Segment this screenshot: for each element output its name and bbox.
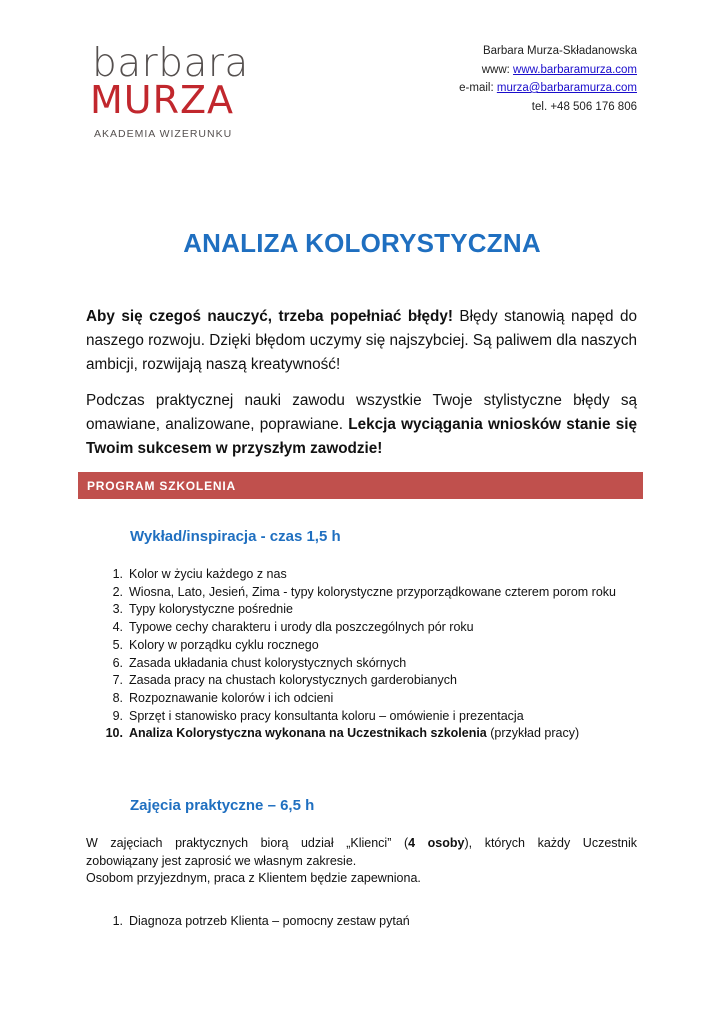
email-link[interactable]: murza@barbaramurza.com — [496, 82, 637, 94]
website-link[interactable]: www.barbaramurza.com — [513, 63, 637, 76]
list-item-text: (przykład pracy) — [486, 726, 580, 741]
contact-block — [459, 42, 637, 116]
list-item — [93, 619, 633, 637]
list-item-number: 1. — [112, 567, 123, 581]
intro-text-1: Błędy stanowią napęd do naszego rozwoju. Dzięki błędom uczymy się najszybciej. Są paliwem dla naszych ambicji, rozwijają naszą kreatywność! — [86, 308, 637, 373]
list-item-number: 9. — [112, 708, 123, 723]
list-item-number: 4. — [112, 620, 123, 635]
logo-murza: MURZA — [90, 78, 235, 122]
list-item — [93, 601, 633, 619]
list-item-text: Kolor w życiu każdego z nas — [129, 567, 287, 581]
logo-barbara: barbara — [92, 41, 249, 86]
list-item-number: 10. — [105, 726, 123, 741]
contact-phone: tel. +48 506 176 806 — [531, 100, 637, 113]
practice-line-1c: ), których każdy Uczestnik — [464, 836, 637, 850]
practice-line-3: Osobom przyjezdnym, praca z Klientem będzie zapewniona. — [86, 871, 421, 886]
email-label: e-mail: — [459, 82, 497, 94]
list-item — [93, 913, 633, 931]
list-item — [93, 584, 633, 602]
practice-line-2: zobowiązany jest zaprosić we własnym zakresie. — [86, 853, 357, 868]
program-banner-label: PROGRAM SZKOLENIA — [87, 479, 236, 493]
list-item-number: 2. — [112, 584, 123, 599]
list-item-text: Diagnoza potrzeb Klienta – pomocny zestaw pytań — [129, 914, 410, 928]
list-item-text: Zasada pracy na chustach kolorystycznych garderobianych — [129, 673, 457, 688]
section1-heading: Wykład/inspiracja - czas 1,5 h — [130, 528, 341, 545]
list-item-text: Typy kolorystyczne pośrednie — [129, 602, 293, 617]
www-label: www: — [481, 63, 514, 76]
list-item-text: Kolory w porządku cyklu rocznego — [129, 637, 319, 652]
contact-email-line — [459, 79, 637, 98]
practice-people-count: 4 osoby — [408, 836, 465, 850]
intro-bold-2: Lekcja wyciągania wniosków stanie się Twoim sukcesem w przyszłym zawodzie! — [86, 416, 637, 457]
practice-line-1 — [86, 835, 637, 853]
list-item — [93, 637, 633, 655]
list-item-number: 3. — [112, 602, 123, 617]
list-item — [93, 655, 633, 673]
list-item-number: 8. — [112, 690, 123, 705]
list-item-number: 6. — [112, 655, 123, 670]
lecture-topics-list — [93, 566, 633, 743]
practice-description — [86, 835, 637, 888]
logo-subtitle: AKADEMIA WIZERUNKU — [94, 128, 233, 140]
practice-line-1a: W zajęciach praktycznych biorą udział „Klienci” ( — [86, 836, 409, 850]
intro-paragraph-1 — [86, 305, 637, 377]
list-item — [93, 690, 633, 708]
list-item-text: Typowe cechy charakteru i urody dla poszczególnych pór roku — [129, 620, 474, 635]
section2-heading: Zajęcia praktyczne – 6,5 h — [130, 797, 315, 814]
page-title: ANALIZA KOLORYSTYCZNA — [183, 228, 541, 258]
logo — [90, 41, 249, 144]
contact-name: Barbara Murza-Składanowska — [482, 45, 637, 57]
program-banner — [78, 472, 643, 499]
list-item-number: 5. — [112, 637, 123, 652]
intro-bold-1: Aby się czegoś nauczyć, trzeba popełniać błędy! — [86, 308, 453, 325]
list-item-text: Wiosna, Lato, Jesień, Zima - typy kolorystyczne przyporządkowane czterem porom roku — [129, 584, 616, 599]
list-item — [93, 566, 633, 584]
list-item-number: 1. — [112, 914, 123, 928]
intro-paragraph-2 — [86, 389, 637, 461]
contact-www-line — [459, 61, 637, 80]
list-item-text: Sprzęt i stanowisko pracy konsultanta koloru – omówienie i prezentacja — [129, 708, 524, 723]
list-item-bold-text: Analiza Kolorystyczna wykonana na Uczestnikach szkolenia — [129, 726, 487, 741]
intro-text-2: Podczas praktycznej nauki zawodu wszystkie Twoje stylistyczne błędy są omawiane, analizowane, poprawiane. — [86, 392, 637, 433]
list-item — [93, 725, 633, 743]
practice-topics-list — [93, 913, 633, 931]
list-item-text: Rozpoznawanie kolorów i ich odcieni — [129, 690, 334, 705]
list-item — [93, 708, 633, 726]
list-item-number: 7. — [112, 673, 123, 688]
list-item-text: Zasada układania chust kolorystycznych skórnych — [129, 655, 407, 670]
list-item — [93, 672, 633, 690]
